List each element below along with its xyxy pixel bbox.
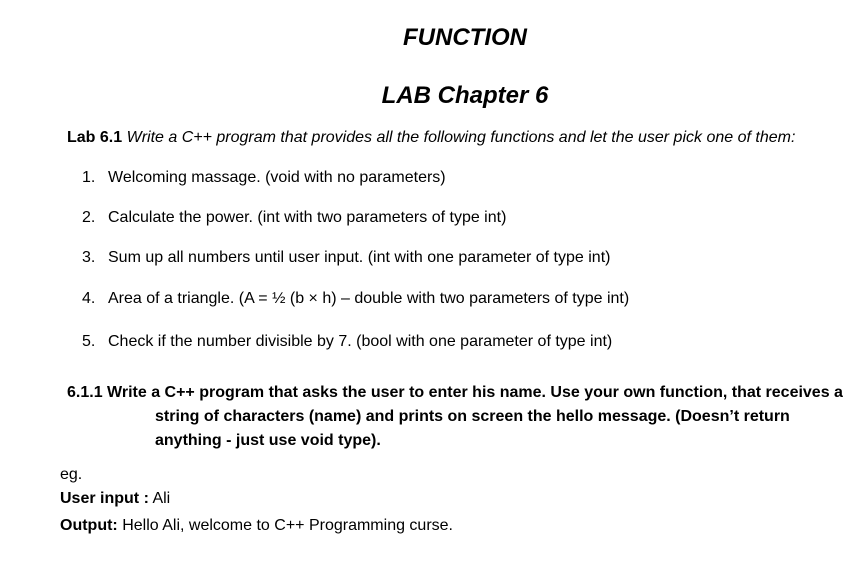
list-item-number: 1. <box>82 169 96 186</box>
list-item-text: Sum up all numbers until user input. (int with one parameter of type int) <box>108 249 611 266</box>
list-item-text: Check if the number divisible by 7. (bool with one parameter of type int) <box>108 333 613 350</box>
subtask-line-3: anything - just use void type). <box>155 432 381 449</box>
list-item-text: Area of a triangle. (A = ½ (b × h) – double with two parameters of type int) <box>108 290 630 307</box>
example-heading: eg. <box>60 466 83 483</box>
document-title: FUNCTION <box>403 24 527 51</box>
example-input-value: Ali <box>152 490 171 507</box>
list-item-number: 5. <box>82 333 96 350</box>
subtask-description <box>67 381 857 453</box>
lab-intro <box>67 129 795 147</box>
example-output-value: Hello Ali, welcome to C++ Programming curse. <box>122 517 453 534</box>
list-item-number: 2. <box>82 209 96 226</box>
list-item <box>82 290 629 308</box>
list-item <box>82 249 610 267</box>
lab-description: Write a C++ program that provides all the following functions and let the user pick one of them: <box>126 129 796 146</box>
list-item-number: 4. <box>82 290 96 307</box>
subtask-line-2: string of characters (name) and prints on screen the hello message. (Doesn’t return <box>155 408 790 425</box>
list-item-number: 3. <box>82 249 96 266</box>
list-item <box>82 169 446 187</box>
example-input-label: User input : <box>60 490 149 507</box>
list-item-text: Calculate the power. (int with two parameters of type int) <box>108 209 507 226</box>
example-input <box>60 490 170 508</box>
example-output-label: Output: <box>60 517 118 534</box>
subtask-line-1: 6.1.1 Write a C++ program that asks the user to enter his name. Use your own function, that receives a <box>67 384 843 401</box>
list-item <box>82 333 612 351</box>
chapter-title: LAB Chapter 6 <box>381 82 549 109</box>
example-output <box>60 517 453 535</box>
list-item <box>82 209 506 227</box>
lab-number: Lab 6.1 <box>67 129 123 146</box>
list-item-text: Welcoming massage. (void with no parameters) <box>108 169 446 186</box>
